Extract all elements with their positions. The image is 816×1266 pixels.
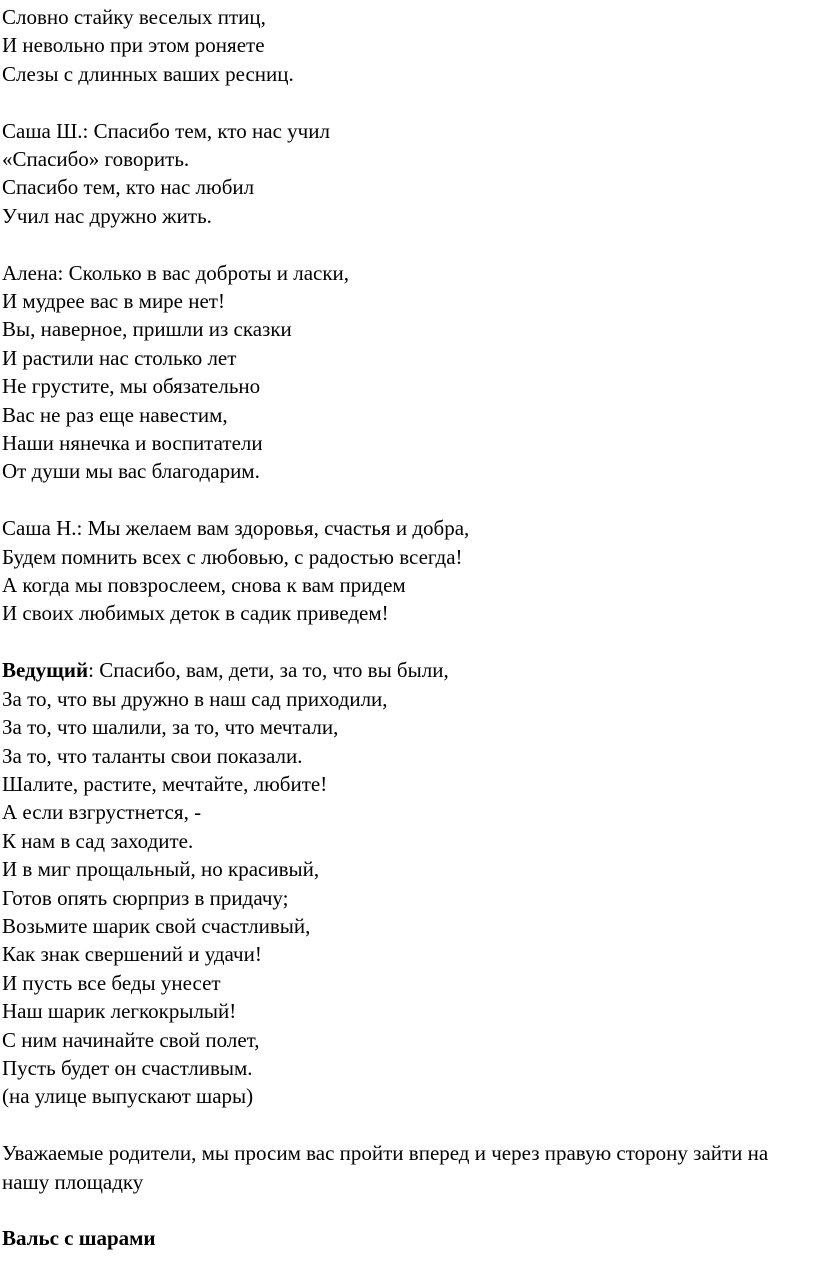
parents-note: Уважаемые родители, мы просим вас пройти вперед и через правую сторону зайти на нашу площадку <box>2 1141 769 1194</box>
stanza-host <box>2 656 812 1111</box>
verse-line: И своих любимых деток в садик приведем! <box>2 601 389 626</box>
verse-line: За то, что вы дружно в наш сад приходили, <box>2 686 388 711</box>
verse-line: Саша Н.: Мы желаем вам здоровья, счастья и добра, <box>2 516 470 541</box>
document-page <box>2 3 812 1253</box>
verse-line: И мудрее вас в мире нет! <box>2 289 225 314</box>
verse-line: Не грустите, мы обязательно <box>2 374 261 399</box>
host-first-line <box>2 656 812 684</box>
stanza-intro <box>2 3 812 88</box>
verse-line: Шалите, растите, мечтайте, любите! <box>2 771 328 796</box>
verse-line: «Спасибо» говорить. <box>2 147 190 172</box>
verse-line: Спасибо тем, кто нас любил <box>2 175 255 200</box>
verse-line: А если взгрустнется, - <box>2 800 202 825</box>
closing-title: Вальс с шарами <box>2 1226 156 1251</box>
verse-line: К нам в сад заходите. <box>2 828 194 853</box>
verse-line: Саша Ш.: Спасибо тем, кто нас учил <box>2 118 330 143</box>
verse-line: Наш шарик легкокрылый! <box>2 999 237 1024</box>
verse-line: И растили нас столько лет <box>2 345 237 370</box>
speaker-name: Ведущий <box>2 658 89 683</box>
verse-line: Наши нянечка и воспитатели <box>2 431 263 456</box>
stanza-sasha-sh <box>2 117 812 231</box>
verse-line: Учил нас дружно жить. <box>2 203 212 228</box>
verse-line: Вас не раз еще навестим, <box>2 402 228 427</box>
stanza-sasha-n <box>2 514 812 628</box>
verse-line: И невольно при этом роняете <box>2 33 265 58</box>
verse-line: Будем помнить всех с любовью, с радостью всегда! <box>2 544 463 569</box>
verse-line: За то, что таланты свои показали. <box>2 743 303 768</box>
stanza-alena <box>2 259 812 486</box>
verse-line: Пусть будет он счастливым. <box>2 1055 253 1080</box>
verse-line: От души мы вас благодарим. <box>2 459 260 484</box>
verse-line: За то, что шалили, за то, что мечтали, <box>2 715 339 740</box>
verse-line: Готов опять сюрприз в придачу; <box>2 885 289 910</box>
verse-line: Словно стайку веселых птиц, <box>2 5 266 29</box>
verse-line: Слезы с длинных ваших ресниц. <box>2 61 294 86</box>
verse-line: А когда мы повзрослеем, снова к вам придем <box>2 573 406 598</box>
verse-line: Возьмите шарик свой счастливый, <box>2 913 311 938</box>
verse-line: Как знак свершений и удачи! <box>2 942 262 967</box>
host-first-line-text: : Спасибо, вам, дети, за то, что вы были, <box>88 658 449 683</box>
verse-line: С ним начинайте свой полет, <box>2 1027 260 1052</box>
verse-line: И пусть все беды унесет <box>2 970 221 995</box>
verse-line: Вы, наверное, пришли из сказки <box>2 317 292 342</box>
verse-line: Алена: Сколько в вас доброты и ласки, <box>2 260 350 285</box>
stage-direction: (на улице выпускают шары) <box>2 1084 254 1109</box>
verse-line: И в миг прощальный, но красивый, <box>2 857 320 882</box>
